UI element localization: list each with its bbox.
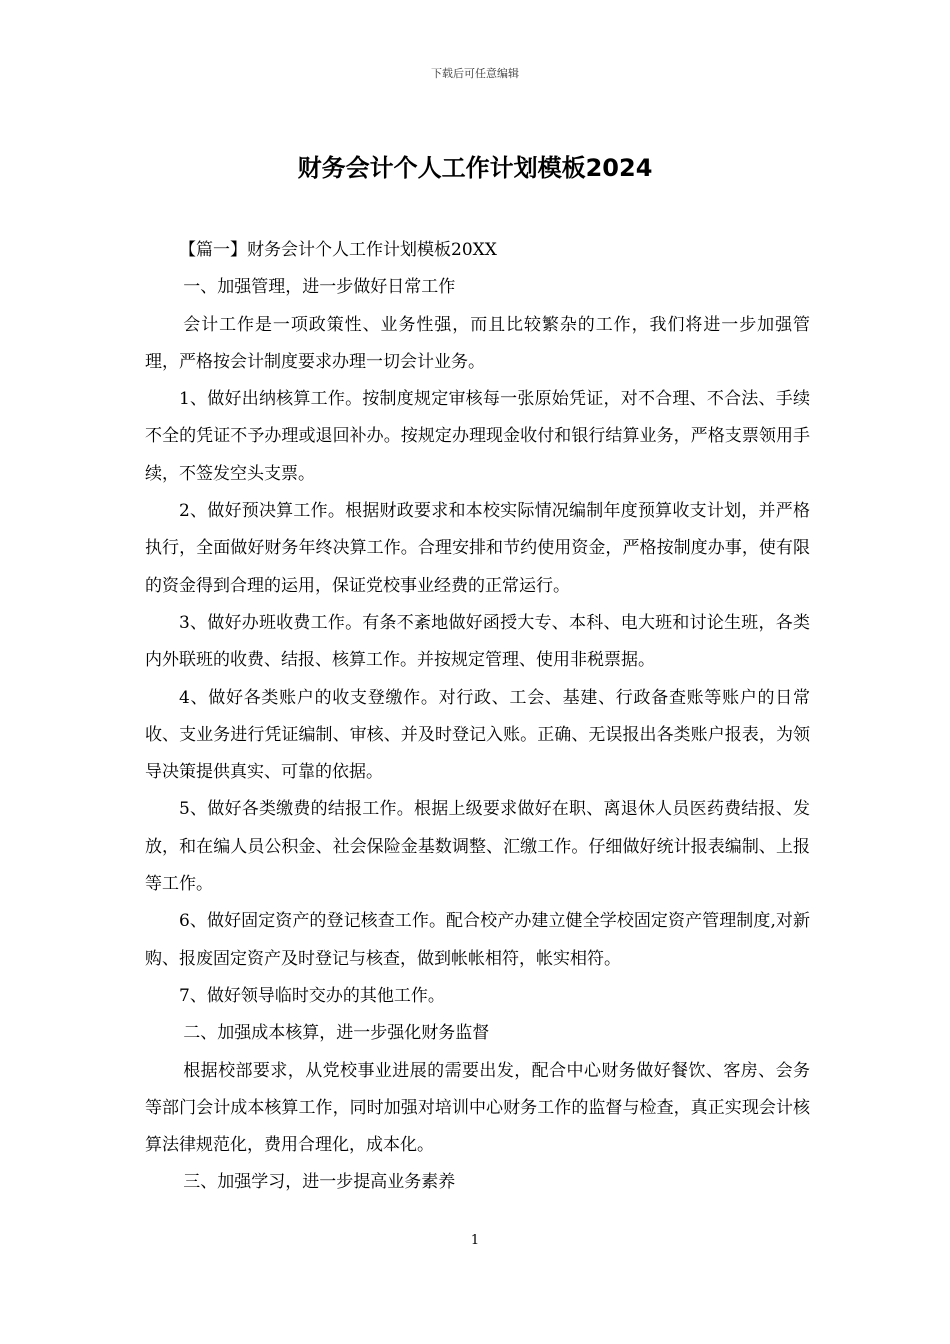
- section-heading-1: 一、加强管理，进一步做好日常工作: [183, 277, 456, 298]
- section-heading-3: 三、加强学习，进一步提高业务素养: [183, 1172, 456, 1193]
- article-heading: 【篇一】财务会计个人工作计划模板20XX: [179, 240, 497, 260]
- list-item-2: 2、做好预决算工作。根据财政要求和本校实际情况编制年度预算收支计划，并严格执行，全面做好财务年终决算工作。合理安排和节约使用资金，严格按制度办事，使有限的资金得到合理的运用，保证党校事业经费的正常运行。: [145, 501, 810, 596]
- document-title: 财务会计个人工作计划模板2024: [297, 154, 653, 182]
- section-heading-2: 二、加强成本核算，进一步强化财务监督: [183, 1023, 490, 1044]
- list-item-4: 4、做好各类账户的收支登缴作。对行政、工会、基建、行政备查账等账户的日常收、支业务进行凭证编制、审核、并及时登记入账。正确、无误报出各类账户报表，为领导决策提供真实、可靠的依据。: [145, 687, 810, 783]
- list-item-6: 6、做好固定资产的登记核查工作。配合校产办建立健全学校固定资产管理制度,对新购、报废固定资产及时登记与核查，做到帐帐相符，帐实相符。: [145, 911, 810, 969]
- list-item-7: 7、做好领导临时交办的其他工作。: [179, 985, 445, 1006]
- paragraph-cost-accounting: 根据校部要求，从党校事业进展的需要出发，配合中心财务做好餐饮、客房、会务等部门会计成本核算工作，同时加强对培训中心财务工作的监督与检查，真正实现会计核算法律规范化，费用合理化，成本化。: [145, 1060, 810, 1156]
- list-item-5: 5、做好各类缴费的结报工作。根据上级要求做好在职、离退休人员医药费结报、发放，和在编人员公积金、社会保险金基数调整、汇缴工作。仔细做好统计报表编制、上报等工作。: [145, 799, 810, 895]
- document-body: [145, 232, 810, 1202]
- list-item-3: 3、做好办班收费工作。有条不紊地做好函授大专、本科、电大班和讨论生班，各类内外联班的收费、结报、核算工作。并按规定管理、使用非税票据。: [145, 612, 810, 671]
- list-item-1: 1、做好出纳核算工作。按制度规定审核每一张原始凭证，对不合理、不合法、手续不全的凭证不予办理或退回补办。按规定办理现金收付和银行结算业务，严格支票领用手续，不签发空头支票。: [145, 389, 810, 484]
- page-header: 下载后可任意编辑: [431, 67, 519, 80]
- page-number: 1: [470, 1233, 480, 1248]
- paragraph-intro: 会计工作是一项政策性、业务性强，而且比较繁杂的工作，我们将进一步加强管理，严格按会计制度要求办理一切会计业务。: [145, 314, 810, 372]
